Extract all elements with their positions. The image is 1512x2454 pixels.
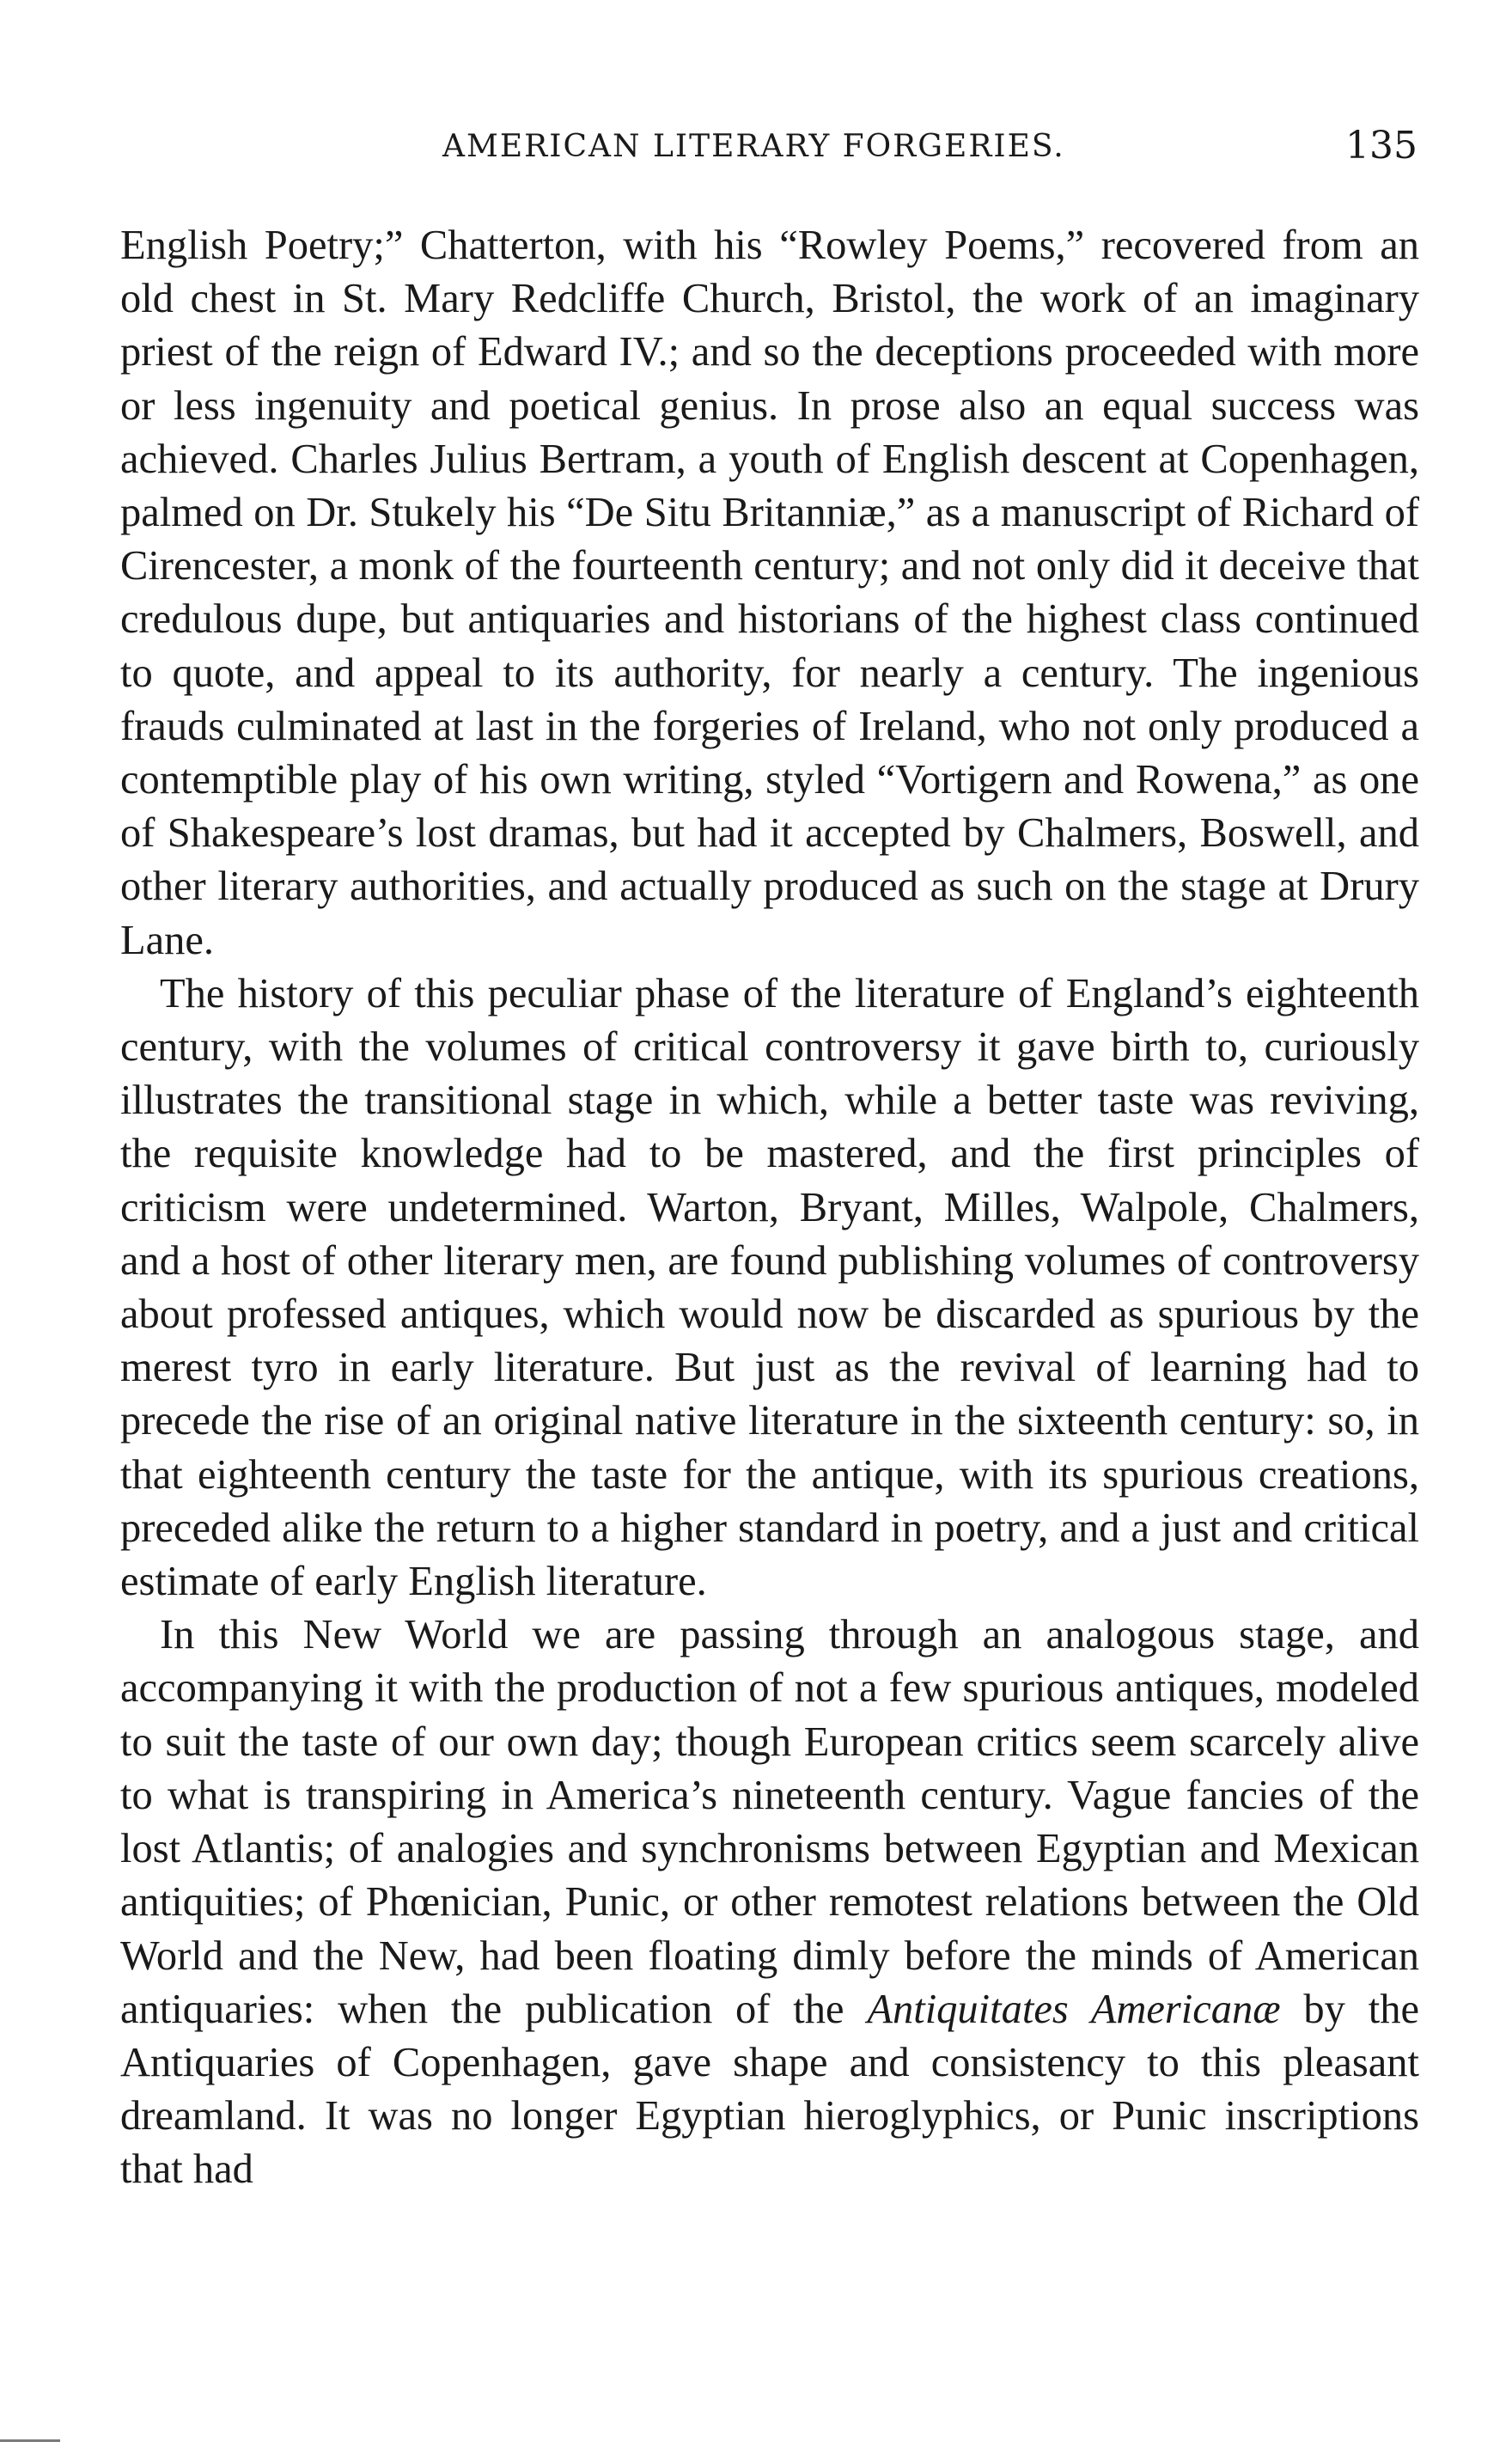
paragraph-3-text-part-2: by the Antiquaries of Copenhagen, gave shape and consistency to this pleasant dreamland. It was no longer Egyptian hieroglyphics, or Punic inscriptions that had <box>120 1986 1419 2193</box>
book-title-italic: Antiquitates Americanæ <box>867 1986 1281 2032</box>
paragraph-2 <box>120 968 1419 1609</box>
paragraph-3-text-part-1: In this New World we are passing through an analogous stage, and accompanying it with the production of not a few spurious antiques, modeled to suit the taste of our own day; though European critics seem scarcely alive to what is transpiring in America’s nineteenth century. Vague fancies of the lost Atlantis; of analogies and synchronisms between Egyptian and Mexican antiquities; of Phœnician, Punic, or other remotest relations between the Old World and the New, had been floating dimly before the minds of American antiquaries: when the publication of the <box>120 1612 1419 2032</box>
scan-edge-mark <box>0 2439 60 2454</box>
body-text <box>120 219 1419 2197</box>
paragraph-3 <box>120 1609 1419 2196</box>
paragraph-2-text: The history of this peculiar phase of the literature of England’s eighteenth century, with the volumes of critical controversy it gave birth to, curiously illustrates the transitional stage in which, while a better taste was reviving, the requisite knowledge had to be mastered, and the first principles of criticism were undetermined. Warton, Bryant, Milles, Walpole, Chalmers, and a host of other literary men, are found publishing volumes of controversy about professed antiques, which would now be discarded as spurious by the merest tyro in early literature. But just as the revival of learning had to precede the rise of an original native literature in the sixteenth century: so, in that eighteenth century the taste for the antique, with its spurious creations, preceded alike the return to a higher standard in poetry, and a just and critical estimate of early English literature. <box>120 970 1419 1605</box>
paragraph-1 <box>120 219 1419 968</box>
running-title: AMERICAN LITERARY FORGERIES. <box>442 129 1065 164</box>
page-number: 135 <box>1345 124 1418 168</box>
paragraph-1-text: English Poetry;” Chatterton, with his “Rowley Poems,” recovered from an old chest in St. Mary Redcliffe Church, Bristol, the work of an imaginary priest of the reign of Edward IV.; and so the deceptions proceeded with more or less ingenuity and poetical genius. In prose also an equal success was achieved. Charles Julius Bertram, a youth of English descent at Copenhagen, palmed on Dr. Stukely his “De Situ Britanniæ,” as a manuscript of Richard of Cirencester, a monk of the fourteenth century; and not only did it deceive that credulous dupe, but antiquaries and historians of the highest class continued to quote, and appeal to its authority, for nearly a century. The ingenious frauds culminated at last in the forgeries of Ireland, who not only produced a contemptible play of his own writing, styled “Vortigern and Rowena,” as one of Shakespeare’s lost dramas, but had it accepted by Chalmers, Boswell, and other literary authorities, and actually produced as such on the stage at Drury Lane. <box>120 223 1419 963</box>
page-header <box>120 124 1418 180</box>
